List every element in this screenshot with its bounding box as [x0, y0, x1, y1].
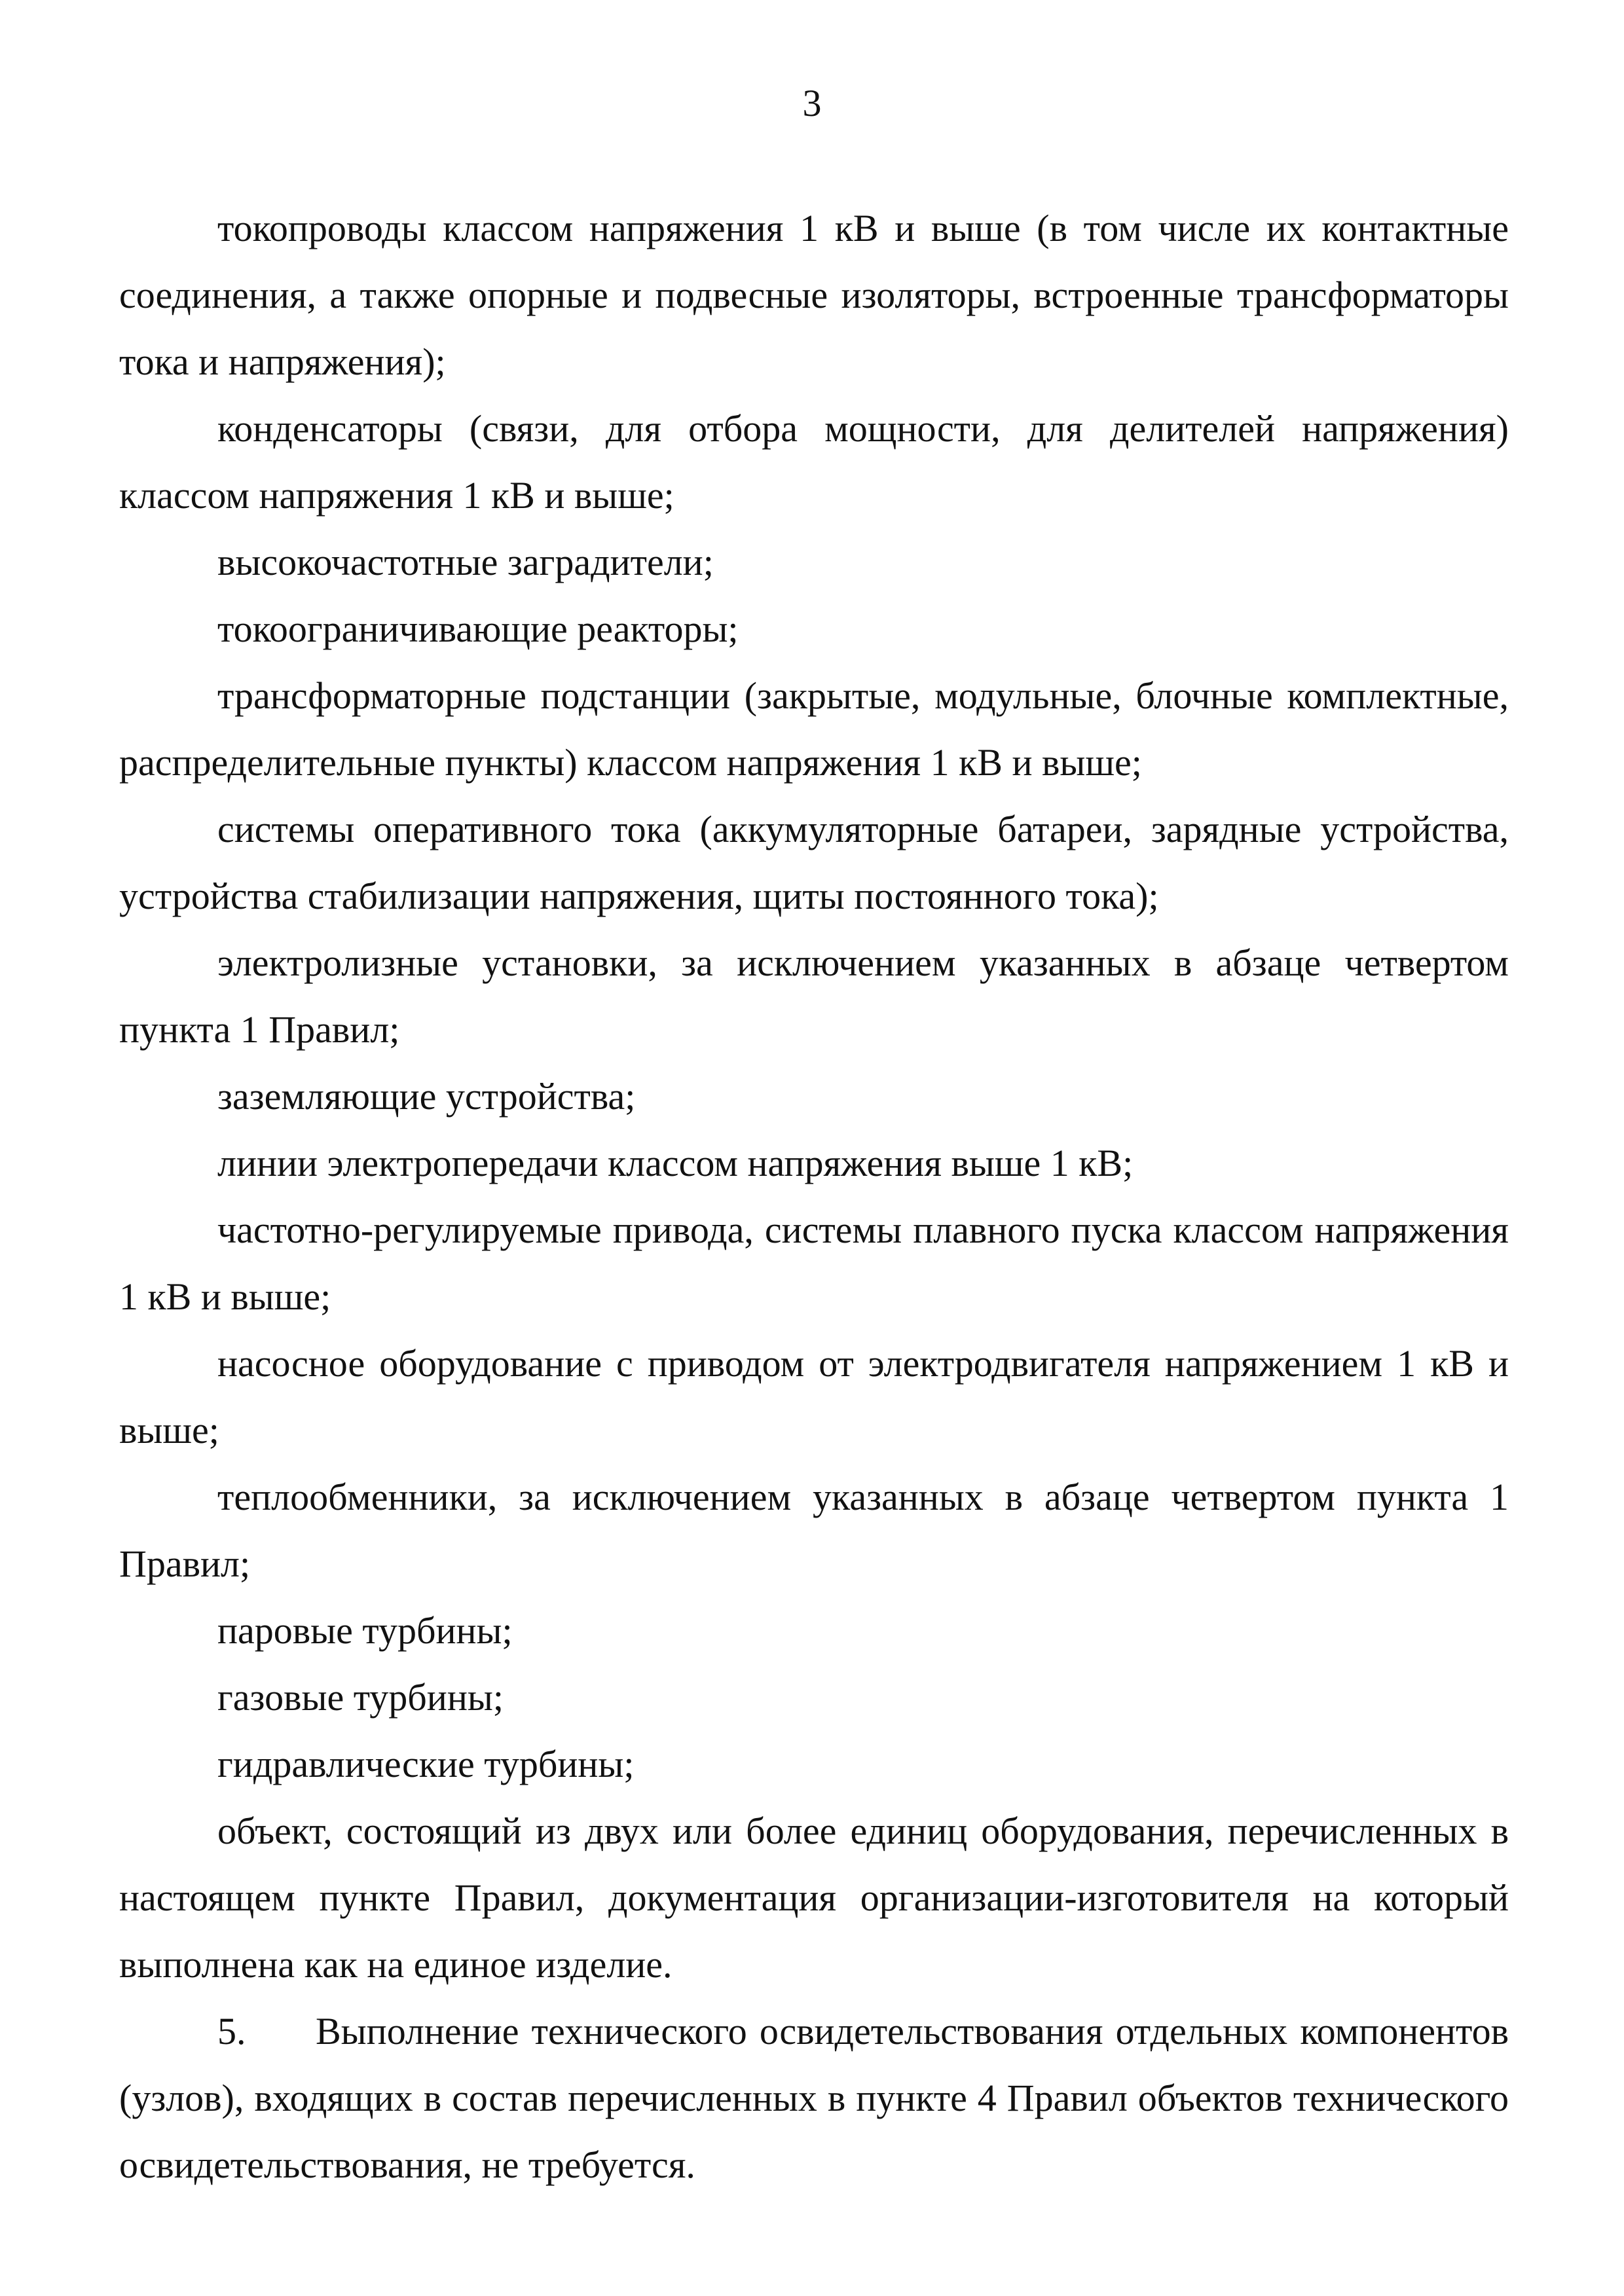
paragraph-hf-traps: высокочастотные заградители;: [217, 541, 714, 583]
paragraph-steam-turbines: паровые турбины;: [217, 1609, 513, 1652]
paragraph-dc-systems: системы оперативного тока (аккумуляторные батареи, зарядные устройства, устройства стабилизации напряжения, щиты постоянного тока);: [119, 808, 1509, 917]
paragraph-gas-turbines: газовые турбины;: [217, 1676, 504, 1719]
paragraph-vfd: частотно-регулируемые привода, системы плавного пуска классом напряжения 1 кВ и выше;: [119, 1209, 1509, 1318]
paragraph-pumps: насосное оборудование с приводом от электродвигателя напряжением 1 кВ и выше;: [119, 1342, 1509, 1451]
paragraph-grounding: заземляющие устройства;: [217, 1075, 636, 1118]
paragraph-electrolysis: электролизные установки, за исключением указанных в абзаце четвертом пункта 1 Правил;: [119, 941, 1509, 1051]
paragraph-conductors: токопроводы классом напряжения 1 кВ и выше (в том числе их контактные соединения, а также опорные и подвесные изоляторы, встроенные трансформаторы тока и напряжения);: [119, 207, 1509, 383]
paragraph-substations: трансформаторные подстанции (закрытые, модульные, блочные комплектные, распределительные пункты) классом напряжения 1 кВ и выше;: [119, 674, 1509, 784]
paragraph-power-lines: линии электропередачи классом напряжения выше 1 кВ;: [217, 1142, 1134, 1184]
paragraph-capacitors: конденсаторы (связи, для отбора мощности, для делителей напряжения) классом напряжения 1 кВ и выше;: [119, 407, 1509, 517]
section-5: [119, 1998, 1509, 2198]
page-number: 3: [802, 82, 822, 124]
section-5-number: 5.: [217, 2010, 246, 2052]
paragraph-heat-exchangers: теплообменники, за исключением указанных в абзаце четвертом пункта 1 Правил;: [119, 1476, 1509, 1585]
paragraph-composite-object: объект, состоящий из двух или более единиц оборудования, перечисленных в настоящем пункте Правил, документация организации-изготовителя на который выполнена как на единое изделие.: [119, 1810, 1509, 1986]
paragraph-reactors: токоограничивающие реакторы;: [217, 608, 739, 650]
paragraph-hydro-turbines: гидравлические турбины;: [217, 1743, 635, 1785]
document-body: [119, 195, 1509, 2198]
section-5-text: Выполнение технического освидетельствования отдельных компонентов (узлов), входящих в состав перечисленных в пункте 4 Правил объектов технического освидетельствования, не требуется.: [119, 2010, 1509, 2186]
